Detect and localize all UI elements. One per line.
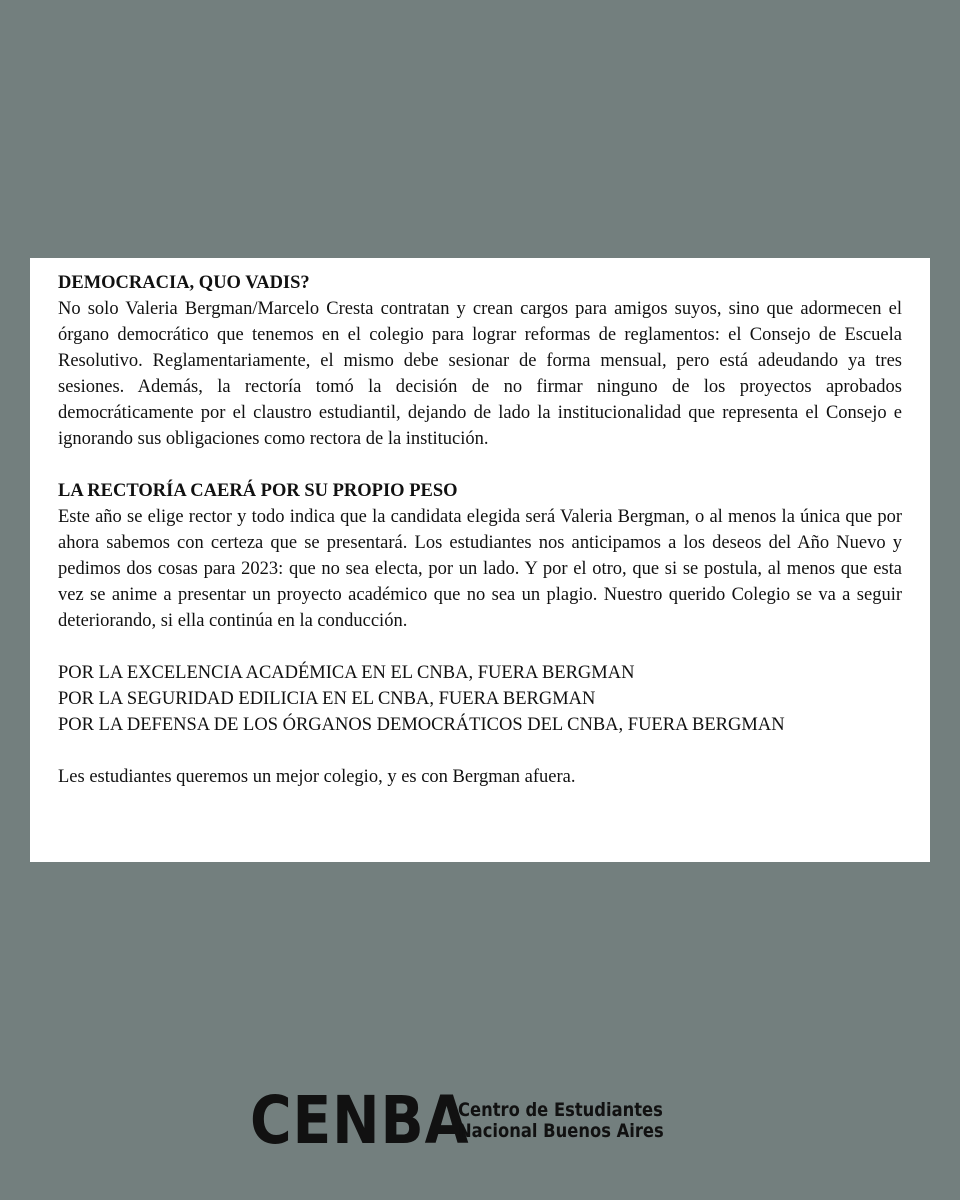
section-rectoria bbox=[58, 478, 902, 634]
slogan-seguridad: POR LA SEGURIDAD EDILICIA EN EL CNBA, FUERA BERGMAN bbox=[58, 689, 596, 709]
section-heading: LA RECTORÍA CAERÁ POR SU PROPIO PESO bbox=[58, 481, 458, 501]
slogan-organos: POR LA DEFENSA DE LOS ÓRGANOS DEMOCRÁTICOS DEL CNBA, FUERA BERGMAN bbox=[58, 715, 785, 735]
section-body: No solo Valeria Bergman/Marcelo Cresta contratan y crean cargos para amigos suyos, sino que adormecen el órgano democrático que tenemos en el colegio para lograr reformas de reglamentos: el Consejo de Escuela Resolutivo. Reglamentariamente, el mismo debe sesionar de forma mensual, pero está adeudando ya tres sesiones. Además, la rectoría tomó la decisión de no firmar ninguno de los proyectos aprobados democráticamente por el claustro estudiantil, dejando de lado la institucionalidad que representa el Consejo e ignorando sus obligaciones como rectora de la institución. bbox=[58, 299, 902, 449]
closing-line: Les estudiantes queremos un mejor colegio, y es con Bergman afuera. bbox=[58, 767, 576, 787]
logo-subtitle bbox=[458, 1100, 664, 1142]
section-heading: DEMOCRACIA, QUO VADIS? bbox=[58, 273, 310, 293]
section-democracia bbox=[58, 270, 902, 452]
logo-wordmark: CENBA bbox=[250, 1082, 470, 1159]
slogan-list bbox=[58, 660, 902, 738]
logo-subtitle-line-2: Nacional Buenos Aires bbox=[458, 1120, 664, 1142]
section-body: Este año se elige rector y todo indica que la candidata elegida será Valeria Bergman, o al menos la única que por ahora sabemos con certeza que se presentará. Los estudiantes nos anticipamos a los deseos del Año Nuevo y pedimos dos cosas para 2023: que no sea electa, por un lado. Y por el otro, que si se postula, al menos que esta vez se anime a presentar un proyecto académico que no sea un plagio. Nuestro querido Colegio se va a seguir deteriorando, si ella continúa en la conducción. bbox=[58, 507, 902, 631]
slogan-excelencia: POR LA EXCELENCIA ACADÉMICA EN EL CNBA, FUERA BERGMAN bbox=[58, 663, 635, 683]
document-card bbox=[30, 258, 930, 862]
logo-subtitle-line-1: Centro de Estudiantes bbox=[458, 1099, 663, 1121]
cenba-logo bbox=[250, 1082, 697, 1159]
